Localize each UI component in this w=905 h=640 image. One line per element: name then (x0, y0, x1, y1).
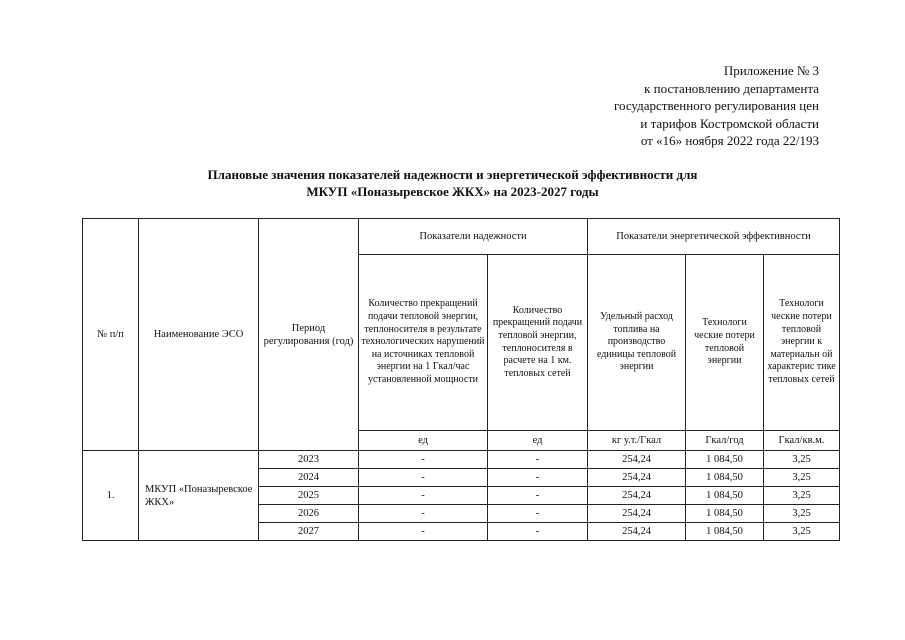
header-col1: Количество прекращений подачи тепловой энергии, теплоносителя в результате технологических нарушений на источниках тепловой энергии на 1 Гкал/час установленной мощности (359, 255, 488, 431)
unit-col5: Гкал/кв.м. (764, 431, 840, 451)
cell-c1: - (359, 487, 488, 505)
indicators-table (82, 218, 840, 541)
entry-name: МКУП «Поназыревское ЖКХ» (139, 451, 259, 541)
unit-col4: Гкал/год (686, 431, 764, 451)
cell-c1: - (359, 523, 488, 541)
entry-num: 1. (83, 451, 139, 541)
cell-c3: 254,24 (588, 469, 686, 487)
appendix-line: к постановлению департамента (644, 80, 819, 96)
title-line: МКУП «Поназыревское ЖКХ» на 2023-2027 годы (306, 184, 599, 199)
header-efficiency-group: Показатели энергетической эффективности (588, 219, 840, 255)
unit-col1: ед (359, 431, 488, 451)
appendix-line: от «16» ноября 2022 года 22/193 (640, 133, 819, 148)
cell-c5: 3,25 (764, 523, 840, 541)
title-line: Плановые значения показателей надежности и энергетической эффективности для (207, 167, 698, 182)
header-col5: Технологи ческие потери тепловой энергии к материальн ой характерис тике тепловых сетей (764, 255, 840, 431)
cell-c3: 254,24 (588, 487, 686, 505)
cell-c5: 3,25 (764, 487, 840, 505)
appendix-header (614, 62, 819, 150)
header-num: № п/п (83, 219, 139, 451)
cell-c2: - (488, 523, 588, 541)
cell-c5: 3,25 (764, 469, 840, 487)
cell-c3: 254,24 (588, 523, 686, 541)
cell-c2: - (488, 487, 588, 505)
cell-c4: 1 084,50 (686, 523, 764, 541)
cell-c2: - (488, 505, 588, 523)
unit-col2: ед (488, 431, 588, 451)
appendix-line: Приложение № 3 (723, 63, 819, 78)
header-period: Период регулирования (год) (259, 219, 359, 451)
header-name: Наименование ЭСО (139, 219, 259, 451)
table-row (83, 451, 840, 469)
cell-c4: 1 084,50 (686, 487, 764, 505)
cell-c1: - (359, 469, 488, 487)
header-col2: Количество прекращений подачи тепловой энергии, теплоносителя в расчете на 1 км. тепловых сетей (488, 255, 588, 431)
cell-c2: - (488, 451, 588, 469)
document-title (0, 166, 905, 200)
cell-year: 2023 (259, 451, 359, 469)
cell-c3: 254,24 (588, 505, 686, 523)
cell-c4: 1 084,50 (686, 505, 764, 523)
cell-year: 2024 (259, 469, 359, 487)
cell-c1: - (359, 505, 488, 523)
cell-c4: 1 084,50 (686, 451, 764, 469)
header-col4: Технологи ческие потери тепловой энергии (686, 255, 764, 431)
cell-year: 2026 (259, 505, 359, 523)
cell-c1: - (359, 451, 488, 469)
appendix-line: государственного регулирования цен (614, 98, 819, 113)
cell-c2: - (488, 469, 588, 487)
cell-year: 2027 (259, 523, 359, 541)
cell-year: 2025 (259, 487, 359, 505)
appendix-line: и тарифов Костромской области (640, 115, 819, 131)
header-col3: Удельный расход топлива на производство единицы тепловой энергии (588, 255, 686, 431)
cell-c5: 3,25 (764, 505, 840, 523)
cell-c3: 254,24 (588, 451, 686, 469)
header-reliability-group: Показатели надежности (359, 219, 588, 255)
unit-col3: кг у.т./Гкал (588, 431, 686, 451)
cell-c5: 3,25 (764, 451, 840, 469)
cell-c4: 1 084,50 (686, 469, 764, 487)
